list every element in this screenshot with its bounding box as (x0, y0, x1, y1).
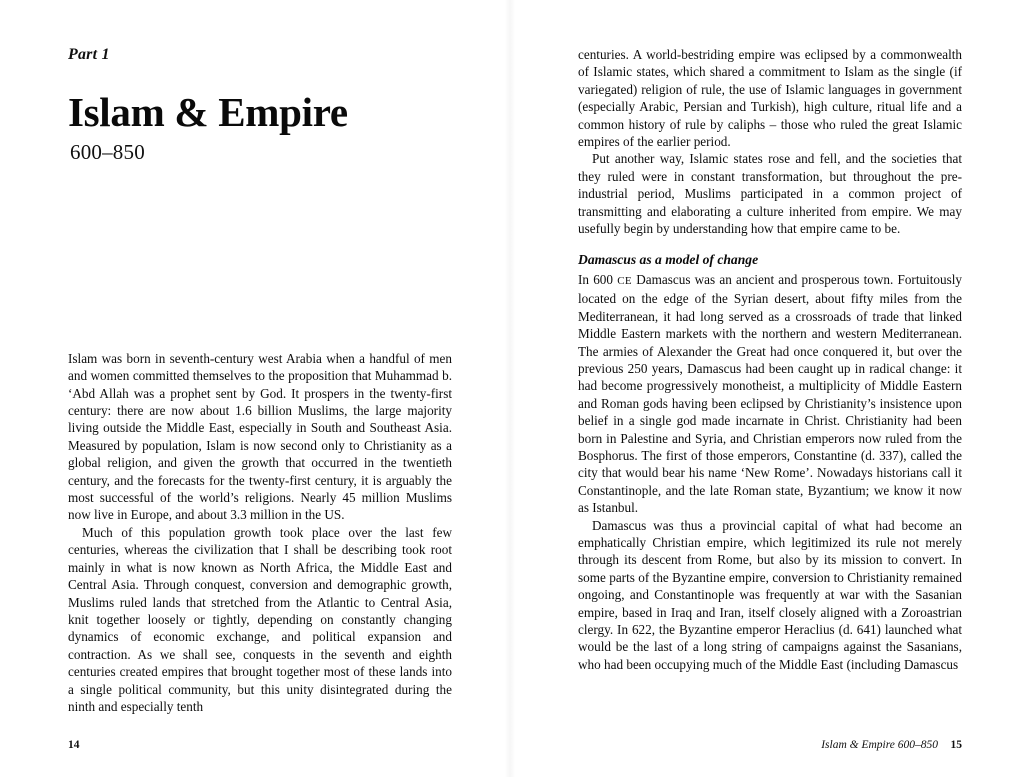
chapter-title: Islam & Empire (68, 89, 348, 135)
chapter-dates: 600–850 (70, 139, 145, 164)
small-caps-era: CE (617, 274, 633, 287)
right-body-text (578, 46, 962, 673)
page-number-left: 14 (68, 739, 80, 751)
paragraph-lead: In 600 (578, 271, 618, 287)
paragraph: Islam was born in seventh-century west Arabia when a handful of men and women committed themselves to the proposition that Muhammad b. ‘Abd Allah was a prophet sent by God. It prospers in the twenty-first century: there are now about 1.6 billion Muslims, the large majority living outside the Middle East, especially in South and Southeast Asia. Measured by population, Islam is now second only to Christianity as a global religion, and given the growth that occurred in the twentieth century, and the forecasts for the twenty-first century, it is arguably the most successful of the world’s religions. Nearly 45 million Muslims now live in Europe, and about 3.3 million in the US. (68, 350, 452, 523)
right-page (510, 0, 1020, 777)
paragraph: centuries. A world-bestriding empire was eclipsed by a commonwealth of Islamic states, which shared a commitment to Islam as the single (if variegated) religion of rule, the use of Islamic languages in government (especially Arabic, Persian and Turkish), high culture, ritual life and a common history of rule by caliphs – those who ruled the great Islamic empires of the earlier period. (578, 47, 962, 150)
running-head: Islam & Empire 600–850 (821, 739, 938, 751)
paragraph: Put another way, Islamic states rose and fell, and the societies that they ruled were in constant transformation, but throughout the pre-industrial period, Muslims participated in a common project of transmitting and elaborating a culture inherited from empire. We may usefully begin by understanding how that empire came to be. (578, 151, 962, 237)
paragraph-rest: Damascus was an ancient and prosperous town. Fortuitously located on the edge of the Syrian desert, about fifty miles from the Mediterranean, it had long served as a crossroads of trade that linked Middle Eastern markets with the northern and western Mediterranean. The armies of Alexander the Great had once conquered it, but over the previous 250 years, Damascus had been caught up in radical change: it had become progressively monotheist, a multiplicity of Middle Eastern and Roman gods having been eclipsed by Christianity’s insistence upon belief in a single god made incarnate in Christ. Christianity had been born in Palestine and Syria, and Christian emperors now ruled from the Bosphorus. The first of those emperors, Constantine (d. 337), called the city that would bear his name ‘New Rome’. Nowadays historians call it Constantinople, and the late Roman state, Byzantium; we know it now as Istanbul. (578, 271, 962, 516)
page-number-right: 15 (950, 739, 962, 751)
part-label: Part 1 (68, 46, 110, 63)
paragraph (578, 271, 962, 517)
left-body-text (68, 350, 452, 716)
section-subheading: Damascus as a model of change (578, 252, 759, 268)
paragraph: Much of this population growth took place over the last few centuries, whereas the civilization that I shall be describing took root mainly in what is now known as North Africa, the Middle East and Central Asia. Through conquest, conversion and demographic growth, Muslims ruled lands that stretched from the Atlantic to Central Asia, knit together loosely or tightly, depending on constantly changing dynamics of economic exchange, and political expansion and contraction. As we shall see, conquests in the seventh and eighth centuries created empires that brought together most of these lands into a single political community, but this unity disintegrated during the ninth and especially tenth (68, 524, 452, 714)
paragraph: Damascus was thus a provincial capital of what had become an emphatically Christian empire, which legitimized its rule not merely through its descent from Rome, but also by its mission to convert. In some parts of the Byzantine empire, conversion to Christianity remained ongoing, and Constantinople was frequently at war with the Sasanian empire, based in Iraq and Iran, itself closely aligned with a Zoroastrian clergy. In 622, the Byzantine emperor Heraclius (d. 641) launched what would be the last of a long string of campaigns against the Sasanians, who had been occupying much of the Middle East (including Damascus (578, 517, 962, 672)
